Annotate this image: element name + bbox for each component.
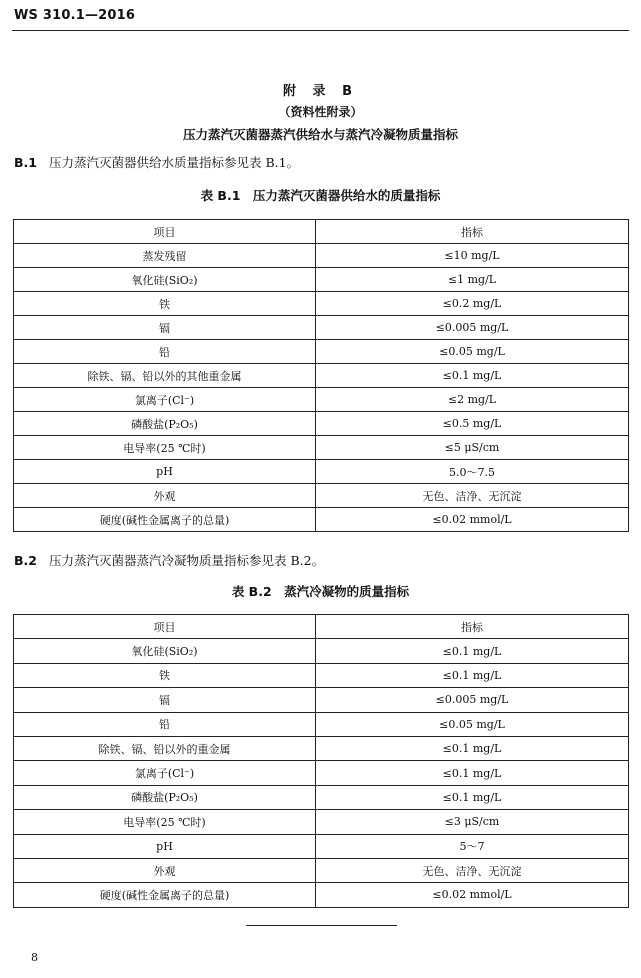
- table-row: [14, 244, 629, 268]
- cell-item: 氯离子(Cl⁻): [14, 761, 316, 785]
- cell-value: ≤0.05 mg/L: [316, 340, 629, 364]
- cell-item: 铅: [14, 712, 316, 736]
- table-row: [14, 364, 629, 388]
- cell-item: 除铁、镉、铅以外的重金属: [14, 736, 316, 760]
- footnote-rule: [246, 925, 397, 926]
- cell-item: 氯离子(Cl⁻): [14, 388, 316, 412]
- column-header-item: 项目: [14, 615, 316, 639]
- cell-value: ≤5 μS/cm: [316, 436, 629, 460]
- table-row: [14, 761, 629, 785]
- cell-item: 硬度(碱性金属离子的总量): [14, 883, 316, 907]
- table-row: [14, 460, 629, 484]
- cell-item: 铅: [14, 340, 316, 364]
- cell-item: 磷酸盐(P₂O₅): [14, 785, 316, 809]
- cell-value: ≤0.1 mg/L: [316, 639, 629, 663]
- cell-value: ≤0.1 mg/L: [316, 736, 629, 760]
- table-row: [14, 388, 629, 412]
- table-b1: [13, 219, 629, 532]
- section-b2-paragraph: [14, 551, 324, 569]
- table-row: [14, 340, 629, 364]
- cell-item: 铁: [14, 292, 316, 316]
- cell-value: ≤0.1 mg/L: [316, 364, 629, 388]
- table-row: [14, 268, 629, 292]
- table-row: [14, 412, 629, 436]
- cell-value: ≤0.1 mg/L: [316, 785, 629, 809]
- appendix-subtitle: （资料性附录）: [278, 105, 363, 119]
- cell-value: ≤0.005 mg/L: [316, 316, 629, 340]
- table-row: [14, 688, 629, 712]
- cell-item: 电导率(25 ℃时): [14, 436, 316, 460]
- appendix-heading: 压力蒸汽灭菌器蒸汽供给水与蒸汽冷凝物质量指标: [182, 127, 458, 142]
- cell-value: ≤3 μS/cm: [316, 810, 629, 834]
- section-b2-number: B.2: [14, 553, 37, 568]
- cell-item: pH: [14, 460, 316, 484]
- section-b2-text: 压力蒸汽灭菌器蒸汽冷凝物质量指标参见表 B.2。: [48, 553, 325, 568]
- cell-value: ≤0.005 mg/L: [316, 688, 629, 712]
- cell-item: pH: [14, 834, 316, 858]
- table-row: [14, 785, 629, 809]
- header-rule: [12, 30, 629, 31]
- cell-value: ≤0.1 mg/L: [316, 761, 629, 785]
- cell-value: ≤0.02 mmol/L: [316, 883, 629, 907]
- section-b1-number: B.1: [14, 155, 37, 170]
- cell-value: ≤0.05 mg/L: [316, 712, 629, 736]
- cell-item: 除铁、镉、铅以外的其他重金属: [14, 364, 316, 388]
- cell-item: 外观: [14, 858, 316, 882]
- cell-value: ≤2 mg/L: [316, 388, 629, 412]
- table-b2-caption: 表 B.2 蒸汽冷凝物的质量指标: [231, 584, 410, 599]
- section-b1-paragraph: [14, 153, 299, 171]
- cell-item: 蒸发残留: [14, 244, 316, 268]
- cell-item: 氧化硅(SiO₂): [14, 268, 316, 292]
- table-row: [14, 484, 629, 508]
- page-number: 8: [31, 951, 38, 964]
- cell-item: 铁: [14, 663, 316, 687]
- cell-item: 镉: [14, 316, 316, 340]
- cell-value: 无色、洁净、无沉淀: [316, 484, 629, 508]
- appendix-title: 附 录 B: [283, 84, 358, 99]
- table-row: [14, 712, 629, 736]
- cell-item: 镉: [14, 688, 316, 712]
- cell-value: ≤1 mg/L: [316, 268, 629, 292]
- table-row: [14, 663, 629, 687]
- table-row: [14, 883, 629, 907]
- cell-value: 5.0～7.5: [316, 460, 629, 484]
- table-header-row: [14, 220, 629, 244]
- cell-value: ≤0.1 mg/L: [316, 663, 629, 687]
- cell-item: 氧化硅(SiO₂): [14, 639, 316, 663]
- table-b2: [13, 614, 629, 908]
- column-header-value: 指标: [316, 615, 629, 639]
- table-row: [14, 858, 629, 882]
- cell-value: 5～7: [316, 834, 629, 858]
- cell-value: ≤0.02 mmol/L: [316, 508, 629, 532]
- cell-value: ≤10 mg/L: [316, 244, 629, 268]
- cell-item: 磷酸盐(P₂O₅): [14, 412, 316, 436]
- cell-value: ≤0.2 mg/L: [316, 292, 629, 316]
- table-row: [14, 639, 629, 663]
- table-row: [14, 834, 629, 858]
- column-header-value: 指标: [316, 220, 629, 244]
- table-row: [14, 736, 629, 760]
- table-b1-caption: 表 B.1 压力蒸汽灭菌器供给水的质量指标: [200, 188, 441, 203]
- cell-value: ≤0.5 mg/L: [316, 412, 629, 436]
- cell-value: 无色、洁净、无沉淀: [316, 858, 629, 882]
- column-header-item: 项目: [14, 220, 316, 244]
- table-row: [14, 810, 629, 834]
- section-b1-text: 压力蒸汽灭菌器供给水质量指标参见表 B.1。: [48, 155, 300, 170]
- cell-item: 外观: [14, 484, 316, 508]
- table-header-row: [14, 615, 629, 639]
- standard-number: WS 310.1—2016: [14, 8, 136, 23]
- table-row: [14, 508, 629, 532]
- table-row: [14, 436, 629, 460]
- cell-item: 电导率(25 ℃时): [14, 810, 316, 834]
- table-row: [14, 316, 629, 340]
- table-row: [14, 292, 629, 316]
- cell-item: 硬度(碱性金属离子的总量): [14, 508, 316, 532]
